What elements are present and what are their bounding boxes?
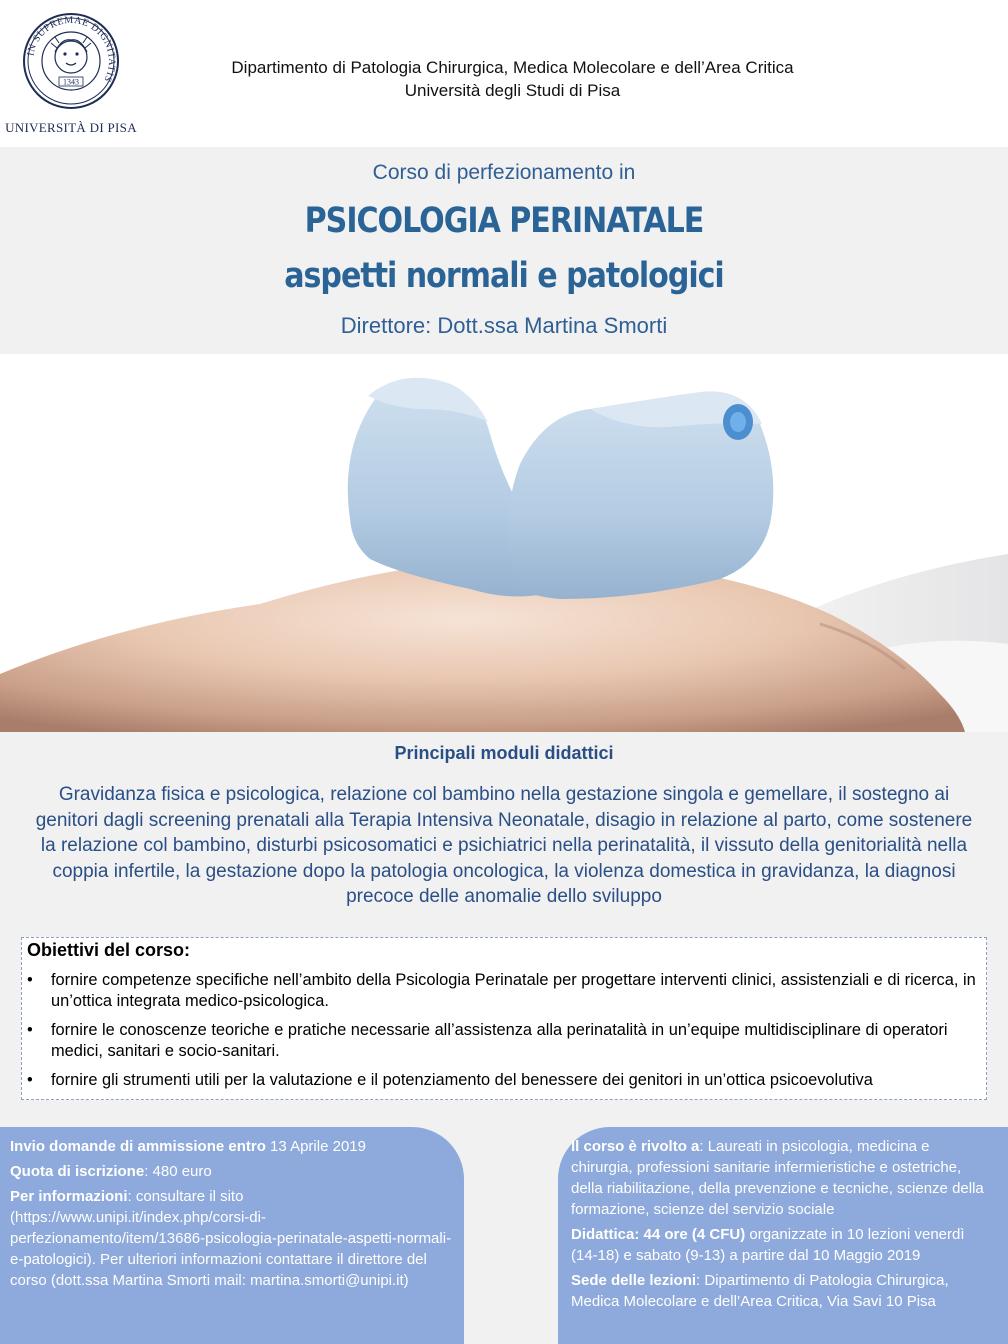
bullet-icon: • [27,1071,33,1089]
course-director: Direttore: Dott.ssa Martina Smorti [340,313,668,338]
teaching-value: organizzate in 10 lezioni venerdì (14-18) e sabato (9-13) a partire dal 10 Maggio 2019 [571,1226,965,1264]
department-heading [150,56,875,102]
venue-label: Sede delle lezioni [571,1272,697,1289]
university-name: UNIVERSITÀ DI PISA [5,120,137,135]
objectives-list [22,970,988,1099]
target-audience [571,1136,994,1220]
venue-value: : Dipartimento di Patologia Chirurgica, Medica Molecolare e dell’Area Critica, Via Savi 10 Pisa [571,1272,949,1310]
objective-text: fornire gli strumenti utili per la valutazione e il potenziamento del benessere dei genitori in un’ottica psicoevolutiva [51,1071,873,1089]
audience-value: : Laureati in psicologia, medicina e chirurgia, professioni sanitarie infermieristiche e ostetriche, della riabilitazione, della prevenzione e tecniche, scienze della formazione, scienze del servizio sociale [571,1138,984,1218]
list-item [22,1020,988,1062]
modules-title: Principali moduli didattici [394,743,614,763]
admission-deadline [10,1136,454,1157]
objective-text: fornire le conoscenze teoriche e pratiche necessarie all’assistenza alla perinatalità in un’equipe multidisciplinare di operatori medici, sanitari e socio-sanitari. [51,1021,948,1060]
bullet-icon: • [27,971,33,989]
seal-year: 1343 [63,77,79,87]
teaching-schedule [571,1224,994,1266]
university-full-name: Università degli Studi di Pisa [404,81,621,100]
objective-text: fornire competenze specifiche nell’ambito della Psicologia Perinatale per progettare interventi clinici, assistenziali e di ricerca, in un’ottica integrata medico-psicologica. [51,971,976,1010]
course-pre-title: Corso di perfezionamento in [372,161,636,184]
course-title-band [0,147,1008,354]
list-item [22,1070,988,1091]
fee-value: : 480 euro [144,1163,212,1180]
course-details-panel [558,1127,1008,1344]
modules-description: Gravidanza fisica e psicologica, relazione col bambino nella gestazione singola e gemellare, il sostegno ai genitori dagli screening prenatali alla Terapia Intensiva Neonatale, disagio in relazione al parto, come sostenere la relazione col bambino, disturbi psicosomatici e psichiatrici nella perinatalità, il vissuto della genitorialità nella coppia infertile, la gestazione dopo la patologia oncologica, la violenza domestica in gravidanza, la diagnosi precoce delle anomalie dello sviluppo [35,784,973,908]
deadline-label: Invio domande di ammissione entro [10,1138,266,1155]
admission-info-panel [0,1127,464,1344]
teaching-label: Didattica: 44 ore (4 CFU) [571,1226,746,1243]
course-title: PSICOLOGIA PERINATALE [304,201,704,241]
baby-booties-photo [0,354,1008,732]
course-subtitle: aspetti normali e patologici [284,256,724,296]
seal-legend: IN SUPREMAE DIGNITATIS [25,14,118,85]
list-item [22,970,988,1012]
lecture-venue [571,1270,994,1312]
info-value: : consultare il sito (https://www.unipi.it/index.php/corsi-di-perfezionamento/item/13686-psicologia-perinatale-aspetti-normali-e-patologici). Per ulteriori informazioni contattare il direttore del corso (dott.ssa Martina Smorti mail: martina.smorti@unipi.it) [10,1188,452,1289]
bullet-icon: • [27,1021,33,1039]
fee-label: Quota di iscrizione [10,1163,145,1180]
contact-info [10,1186,454,1291]
audience-label: Il corso è rivolto a [571,1138,700,1155]
objectives-box [21,937,987,1100]
university-seal [22,12,120,110]
objectives-title: Obiettivi del corso: [27,940,191,960]
enrollment-fee [10,1161,454,1182]
info-label: Per informazioni [10,1188,128,1205]
department-name: Dipartimento di Patologia Chirurgica, Medica Molecolare e dell’Area Critica [231,58,794,77]
deadline-value: 13 Aprile 2019 [265,1138,366,1155]
